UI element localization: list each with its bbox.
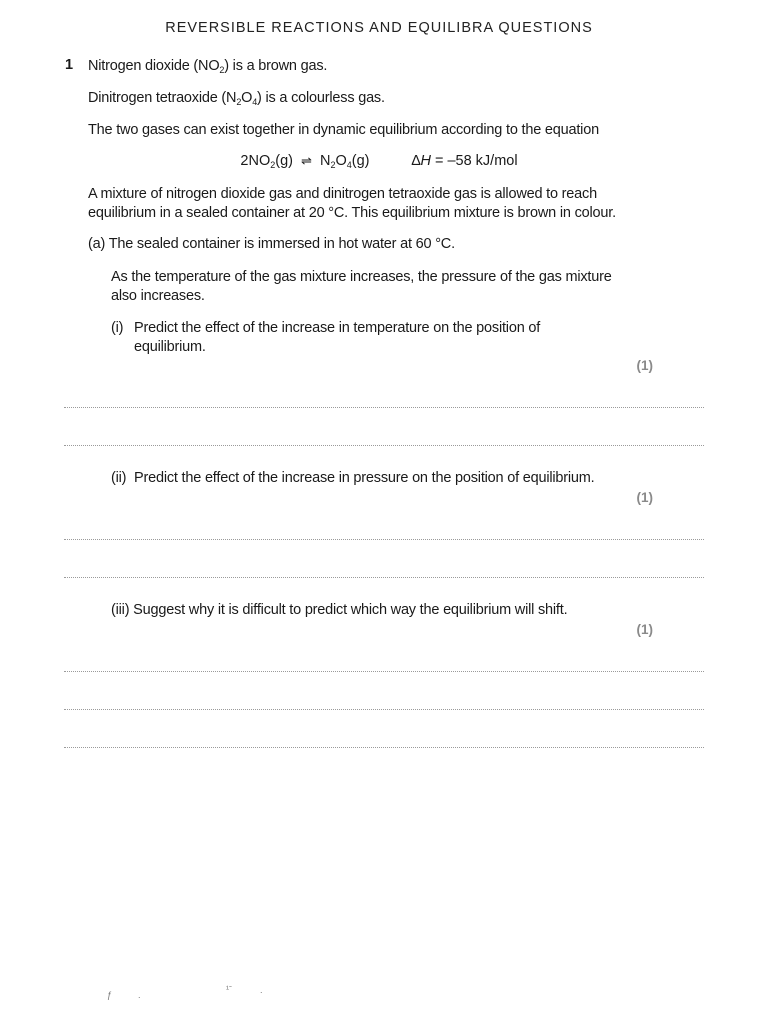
subquestion-i: (i) Predict the effect of the increase in temperature on the position of equilibrium. (111, 320, 541, 355)
part-a-text: The sealed container is immersed in hot water at 60 °C. (108, 236, 455, 252)
footer-mark: ¹ˉ (226, 984, 232, 994)
subquestion-i-label: (i) (111, 320, 124, 336)
answer-line[interactable] (64, 445, 704, 446)
part-a-label: (a) (88, 236, 106, 252)
marks-ii: (1) (636, 490, 653, 505)
marks-i: (1) (636, 358, 653, 373)
answer-line[interactable] (64, 709, 704, 710)
answer-line[interactable] (64, 747, 704, 748)
subquestion-ii-label: (ii) (111, 470, 127, 486)
footer-mark: ƒ (107, 990, 113, 1000)
intro-line-n2o4: Dinitrogen tetraoxide $(N_2O_4)$ is a colourless gas. (88, 90, 385, 107)
question-number: 1 (65, 57, 74, 73)
page-title: REVERSIBLE REACTIONS AND EQUILIBRA QUESTIONS (165, 20, 593, 36)
intro-line-no2: Nitrogen dioxide $(NO_2)$ is a brown gas. (88, 58, 328, 75)
answer-line[interactable] (64, 577, 704, 578)
chemical-equation: $2NO_2(g)$ ⇌ $N_2O_4(g) \Delta H = -58$ kJ/mol (240, 153, 518, 170)
equilibrium-arrow-icon: ⇌ (301, 153, 312, 168)
pressure-text: As the temperature of the gas mixture increases, the pressure of the gas mixture also increases. (111, 269, 612, 304)
subquestion-iii-label: (iii) (111, 602, 130, 618)
answer-line[interactable] (64, 671, 704, 672)
part-a (88, 235, 455, 254)
subquestion-ii: (ii) Predict the effect of the increase in pressure on the position of equilibrium. (111, 470, 595, 486)
answer-line[interactable] (64, 539, 704, 540)
marks-iii: (1) (636, 622, 653, 637)
footer-mark: . (138, 990, 141, 1000)
footer-mark: . (260, 985, 263, 995)
subquestion-iii: (iii) Suggest why it is difficult to predict which way the equilibrium will shift. (111, 602, 568, 618)
intro-line-equilibrium: The two gases can exist together in dynamic equilibrium according to the equation (88, 122, 599, 138)
enthalpy-change: ∆H = –58 kJ/mol (411, 153, 518, 169)
answer-line[interactable] (64, 407, 704, 408)
mixture-text: A mixture of nitrogen dioxide gas and dinitrogen tetraoxide gas is allowed to reach equilibrium in a sealed container at 20 °C. This equilibrium mixture is brown in colour. (88, 186, 616, 221)
